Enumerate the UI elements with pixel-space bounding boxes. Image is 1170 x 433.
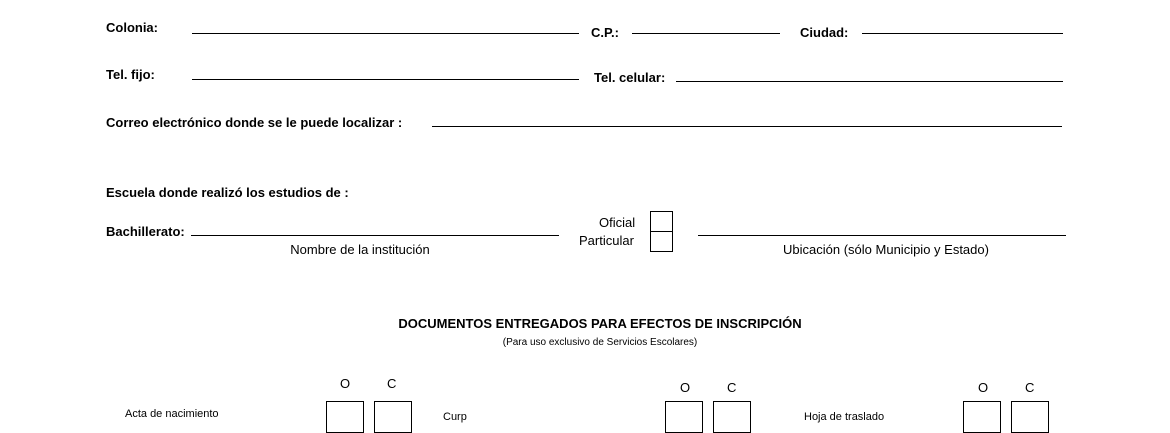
tel-celular-label: Tel. celular: bbox=[594, 70, 666, 85]
colonia-field[interactable] bbox=[192, 33, 579, 34]
col-o-header: O bbox=[680, 380, 691, 395]
col-o-header: O bbox=[340, 376, 351, 391]
bachillerato-label: Bachillerato: bbox=[106, 224, 185, 239]
institution-field[interactable] bbox=[191, 235, 559, 236]
location-field[interactable] bbox=[698, 235, 1066, 236]
col-o-header: O bbox=[978, 380, 989, 395]
particular-label: Particular bbox=[579, 233, 634, 248]
school-heading: Escuela donde realizó los estudios de : bbox=[106, 185, 349, 200]
document-label-hoja: Hoja de traslado bbox=[804, 411, 885, 423]
tel-fijo-field[interactable] bbox=[192, 79, 579, 80]
institution-caption: Nombre de la institución bbox=[290, 242, 430, 257]
ciudad-label: Ciudad: bbox=[800, 25, 849, 40]
curp-original-checkbox[interactable] bbox=[665, 401, 703, 433]
oficial-checkbox[interactable] bbox=[650, 211, 673, 232]
location-caption: Ubicación (sólo Municipio y Estado) bbox=[783, 242, 989, 257]
oficial-label: Oficial bbox=[599, 215, 636, 230]
tel-fijo-label: Tel. fijo: bbox=[106, 67, 155, 82]
col-c-header: C bbox=[1025, 380, 1035, 395]
hoja-copy-checkbox[interactable] bbox=[1011, 401, 1049, 433]
document-label-acta: Acta de nacimiento bbox=[125, 408, 219, 420]
curp-copy-checkbox[interactable] bbox=[713, 401, 751, 433]
colonia-label: Colonia: bbox=[106, 20, 158, 35]
acta-copy-checkbox[interactable] bbox=[374, 401, 412, 433]
ciudad-field[interactable] bbox=[862, 33, 1063, 34]
hoja-original-checkbox[interactable] bbox=[963, 401, 1001, 433]
col-c-header: C bbox=[387, 376, 397, 391]
col-c-header: C bbox=[727, 380, 737, 395]
cp-label: C.P.: bbox=[591, 25, 619, 40]
particular-checkbox[interactable] bbox=[650, 231, 673, 252]
correo-field[interactable] bbox=[432, 126, 1062, 127]
documents-subtitle: (Para uso exclusivo de Servicios Escolares) bbox=[502, 337, 698, 348]
acta-original-checkbox[interactable] bbox=[326, 401, 364, 433]
tel-celular-field[interactable] bbox=[676, 81, 1063, 82]
document-label-curp: Curp bbox=[443, 411, 467, 423]
correo-label: Correo electrónico donde se le puede localizar : bbox=[106, 115, 403, 130]
documents-title: DOCUMENTOS ENTREGADOS PARA EFECTOS DE INSCRIPCIÓN bbox=[398, 316, 802, 331]
cp-field[interactable] bbox=[632, 33, 780, 34]
